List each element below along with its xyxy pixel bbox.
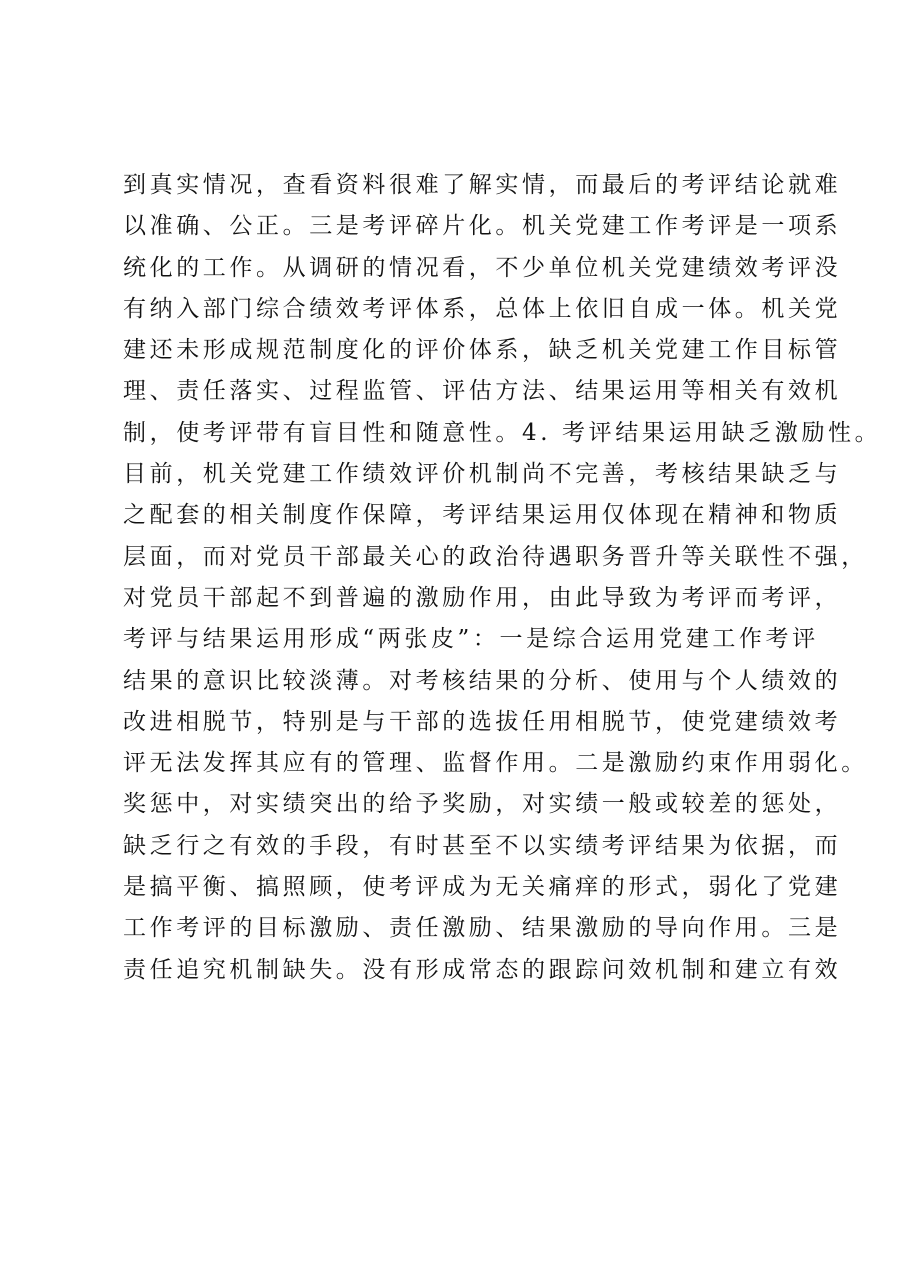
text-line: 考评与结果运用形成“两张皮”：一是综合运用党建工作考评 (123, 626, 819, 653)
body-text (123, 165, 882, 991)
text-line: 制，使考评带有盲目性和随意性。4. 考评结果运用缺乏激励性。 (123, 419, 882, 446)
text-line: 统化的工作。从调研的情况看，不少单位机关党建绩效考评没 (123, 254, 842, 281)
text-line: 建还未形成规范制度化的评价体系，缺乏机关党建工作目标管 (123, 337, 842, 364)
text-line: 是搞平衡、搞照顾，使考评成为无关痛痒的形式，弱化了党建 (123, 874, 842, 901)
text-line: 以准确、公正。三是考评碎片化。机关党建工作考评是一项系 (123, 213, 842, 240)
text-line: 理、责任落实、过程监管、评估方法、结果运用等相关有效机 (123, 378, 842, 405)
text-line: 责任追究机制缺失。没有形成常态的跟踪问效机制和建立有效 (123, 956, 842, 983)
text-line: 对党员干部起不到普遍的激励作用，由此导致为考评而考评， (123, 584, 842, 611)
text-line: 之配套的相关制度作保障，考评结果运用仅体现在精神和物质 (123, 502, 842, 529)
text-line: 缺乏行之有效的手段，有时甚至不以实绩考评结果为依据，而 (123, 832, 842, 859)
text-line: 到真实情况，查看资料很难了解实情，而最后的考评结论就难 (123, 172, 842, 198)
text-line: 奖惩中，对实绩突出的给予奖励，对实绩一般或较差的惩处， (123, 791, 842, 818)
text-line: 评无法发挥其应有的管理、监督作用。二是激励约束作用弱化。 (123, 750, 868, 777)
text-line: 改进相脱节，特别是与干部的选拔任用相脱节，使党建绩效考 (123, 708, 842, 735)
text-line: 结果的意识比较淡薄。对考核结果的分析、使用与个人绩效的 (123, 667, 842, 694)
text-line: 工作考评的目标激励、责任激励、结果激励的导向作用。三是 (123, 915, 842, 942)
text-line: 层面，而对党员干部最关心的政治待遇职务晋升等关联性不强， (123, 543, 868, 570)
text-line: 有纳入部门综合绩效考评体系，总体上依旧自成一体。机关党 (123, 295, 842, 322)
text-line: 目前，机关党建工作绩效评价机制尚不完善，考核结果缺乏与 (123, 461, 842, 488)
